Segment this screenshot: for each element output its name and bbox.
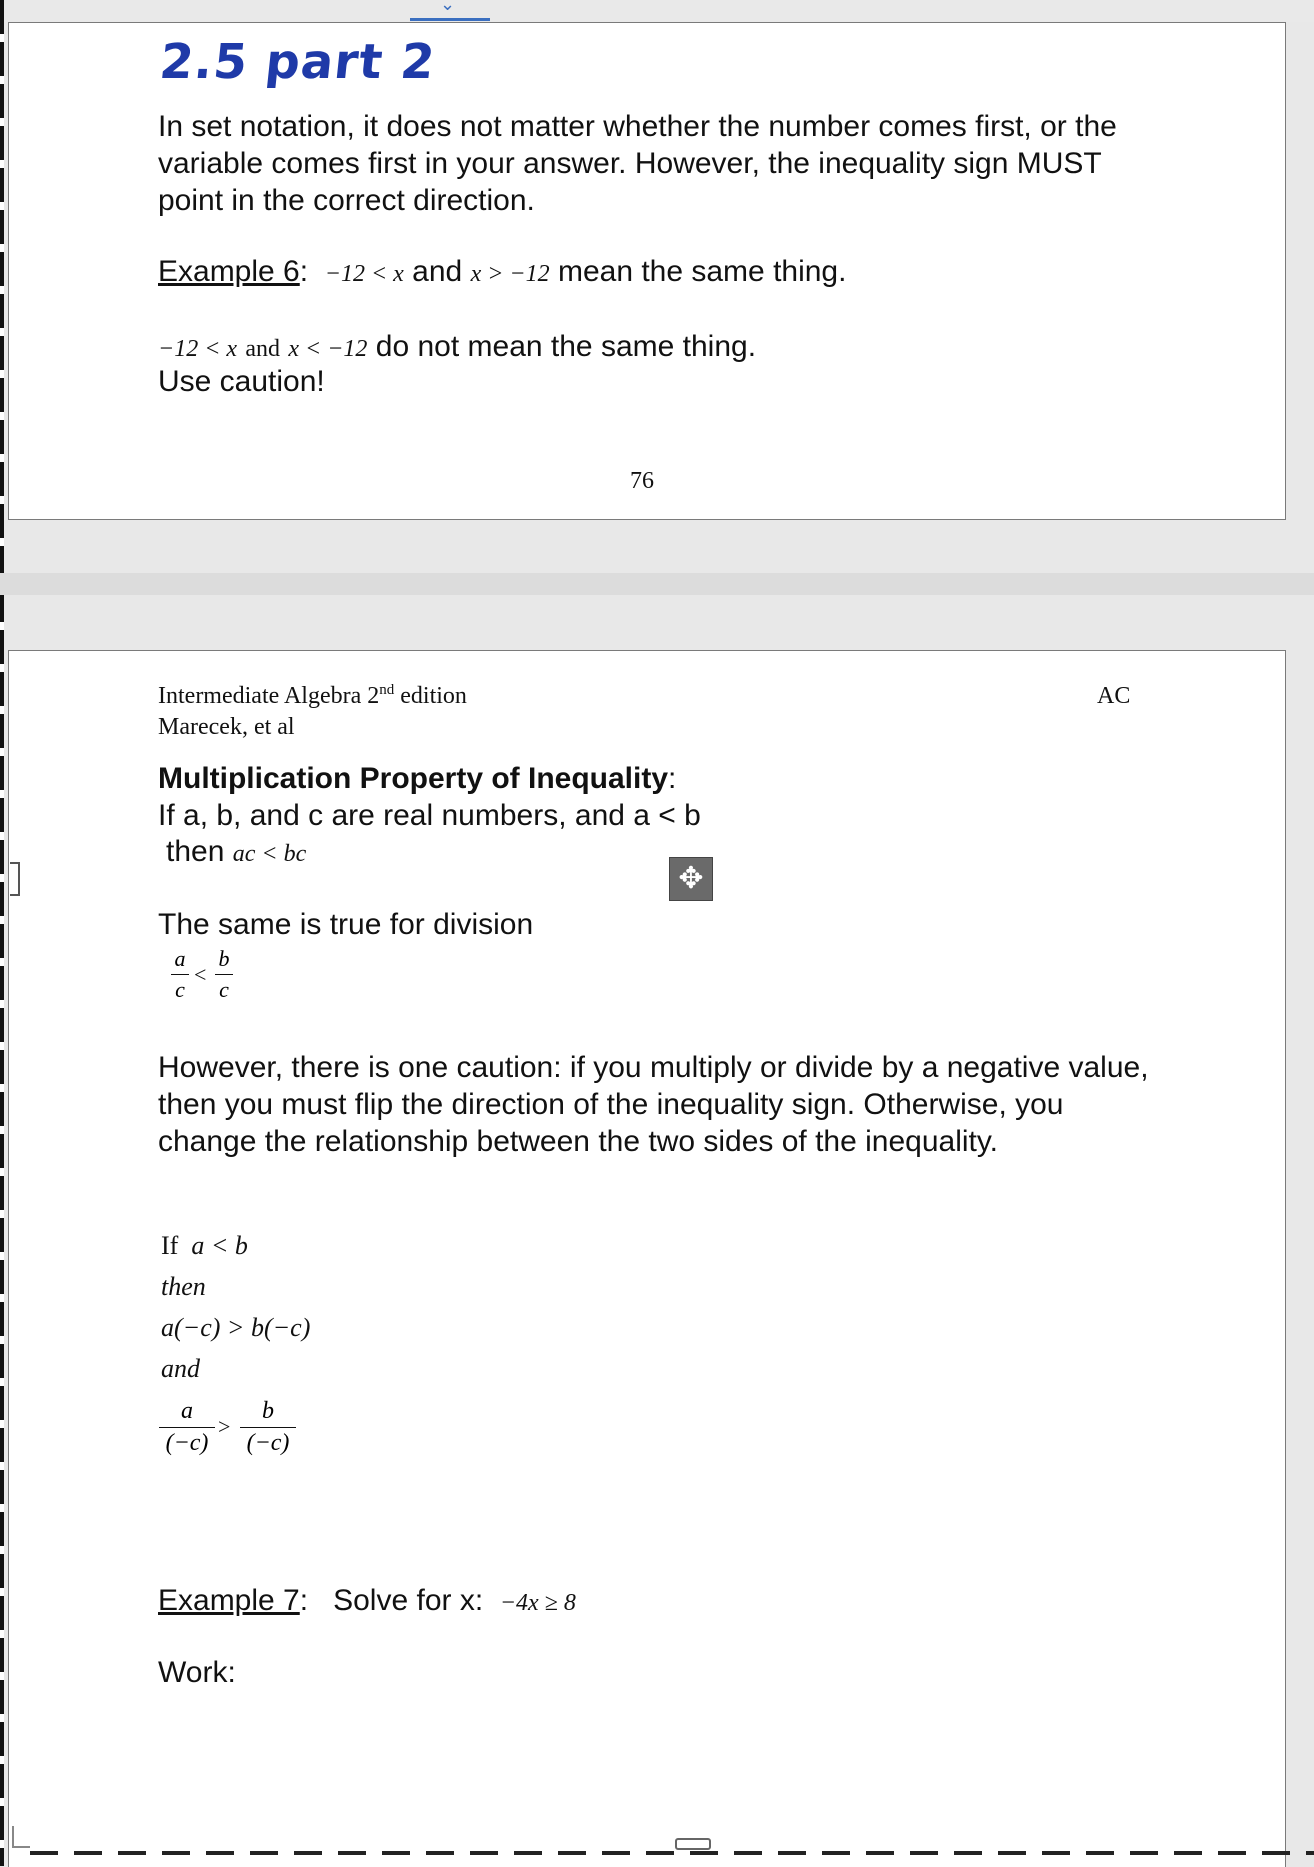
if-line xyxy=(161,1231,248,1261)
example-7 xyxy=(158,1582,576,1622)
example-7-colon: : xyxy=(299,1584,309,1617)
set-notation-paragraph: In set notation, it does not matter whether the number comes first, or the variable comes first in your answer. However, the inequality sign MUST point in the correct direction. xyxy=(158,110,1117,217)
neg-frac-right-bar xyxy=(240,1427,296,1428)
then-expression: ac < bc xyxy=(232,841,307,867)
header-initials: AC xyxy=(1097,683,1131,709)
example-6-label: Example 6 xyxy=(158,255,300,288)
example-7-prompt: Solve for x: xyxy=(333,1584,484,1617)
if-expression: a < b xyxy=(191,1231,248,1260)
header-authors: Marecek, et al xyxy=(158,714,295,740)
page-break-dashed-line xyxy=(30,1851,1314,1855)
neg-frac-left-den: (−c) xyxy=(165,1430,209,1456)
example-7-label: Example 7 xyxy=(158,1584,300,1617)
div-frac-left-bar xyxy=(171,974,189,975)
div-frac-left xyxy=(171,946,189,1003)
div-frac-right-den: c xyxy=(219,977,229,1002)
example-6-and: and xyxy=(412,255,463,288)
work-label: Work: xyxy=(158,1656,236,1689)
header-edition: edition xyxy=(394,683,467,709)
neg-frac-left xyxy=(159,1398,215,1457)
example-6b-expr1: −12 < x xyxy=(158,336,238,362)
neg-frac-left-bar xyxy=(159,1427,215,1428)
if-word: If xyxy=(161,1231,179,1260)
margin-bracket xyxy=(10,862,20,896)
collapse-underline xyxy=(410,18,490,21)
div-frac-right-bar xyxy=(215,974,233,975)
mult-property-title xyxy=(158,760,676,797)
neg-frac-right-num: b xyxy=(262,1398,274,1424)
neg-frac-op: > xyxy=(218,1414,231,1439)
page-number: 76 xyxy=(630,468,654,494)
use-caution: Use caution! xyxy=(158,365,325,398)
div-frac-left-num: a xyxy=(174,946,186,971)
move-handle-icon[interactable]: ✥ xyxy=(669,857,713,901)
page-corner-marker xyxy=(12,1826,30,1848)
example-6b-suffix: do not mean the same thing. xyxy=(375,330,757,363)
div-frac-op: < xyxy=(194,962,207,987)
then-line: then xyxy=(161,1272,206,1301)
div-frac-right xyxy=(215,946,233,1003)
example-7-expression: −4x ≥ 8 xyxy=(499,1590,576,1616)
header-superscript: nd xyxy=(379,682,395,698)
negative-product-expression: a(−c) > b(−c) xyxy=(161,1313,311,1342)
left-ruler xyxy=(0,0,4,1866)
page-header-book xyxy=(158,675,467,743)
page-divider xyxy=(0,573,1314,595)
mult-property-condition: If a, b, and c are real numbers, and a < b xyxy=(158,799,701,832)
example-6-expr2: x > −12 xyxy=(470,261,550,287)
mult-property-title-text: Multiplication Property of Inequality xyxy=(158,762,669,795)
example-6-contrast xyxy=(158,328,756,368)
neg-frac-right xyxy=(240,1398,296,1457)
mult-property-colon: : xyxy=(668,762,677,795)
then-word: then xyxy=(166,835,225,868)
neg-frac-left-num: a xyxy=(181,1398,193,1424)
viewer-top-bar xyxy=(0,0,1314,22)
scroll-indicator[interactable] xyxy=(675,1838,711,1850)
collapse-toggle[interactable] xyxy=(410,0,490,22)
chevron-down-icon: ⌄ xyxy=(440,0,456,14)
handwritten-heading: 2.5 part 2 xyxy=(157,34,439,90)
div-frac-right-num: b xyxy=(218,946,230,971)
mult-property-conclusion xyxy=(166,833,306,873)
example-6b-expr2: x < −12 xyxy=(288,336,368,362)
division-note: The same is true for division xyxy=(158,908,534,941)
example-6b-and: and xyxy=(245,336,281,362)
example-6-colon: : xyxy=(299,255,309,288)
example-6-suffix: mean the same thing. xyxy=(557,255,847,288)
and-line: and xyxy=(161,1354,200,1383)
example-6 xyxy=(158,253,846,293)
neg-frac-right-den: (−c) xyxy=(246,1430,290,1456)
example-6-expr1: −12 < x xyxy=(324,261,404,287)
div-frac-left-den: c xyxy=(175,977,185,1002)
negative-caution-paragraph: However, there is one caution: if you multiply or divide by a negative value, then you must flip the direction of the inequality sign. Otherwise, you change the relationship between the two sides of the inequality. xyxy=(158,1051,1149,1158)
header-title: Intermediate Algebra 2 xyxy=(158,683,380,709)
